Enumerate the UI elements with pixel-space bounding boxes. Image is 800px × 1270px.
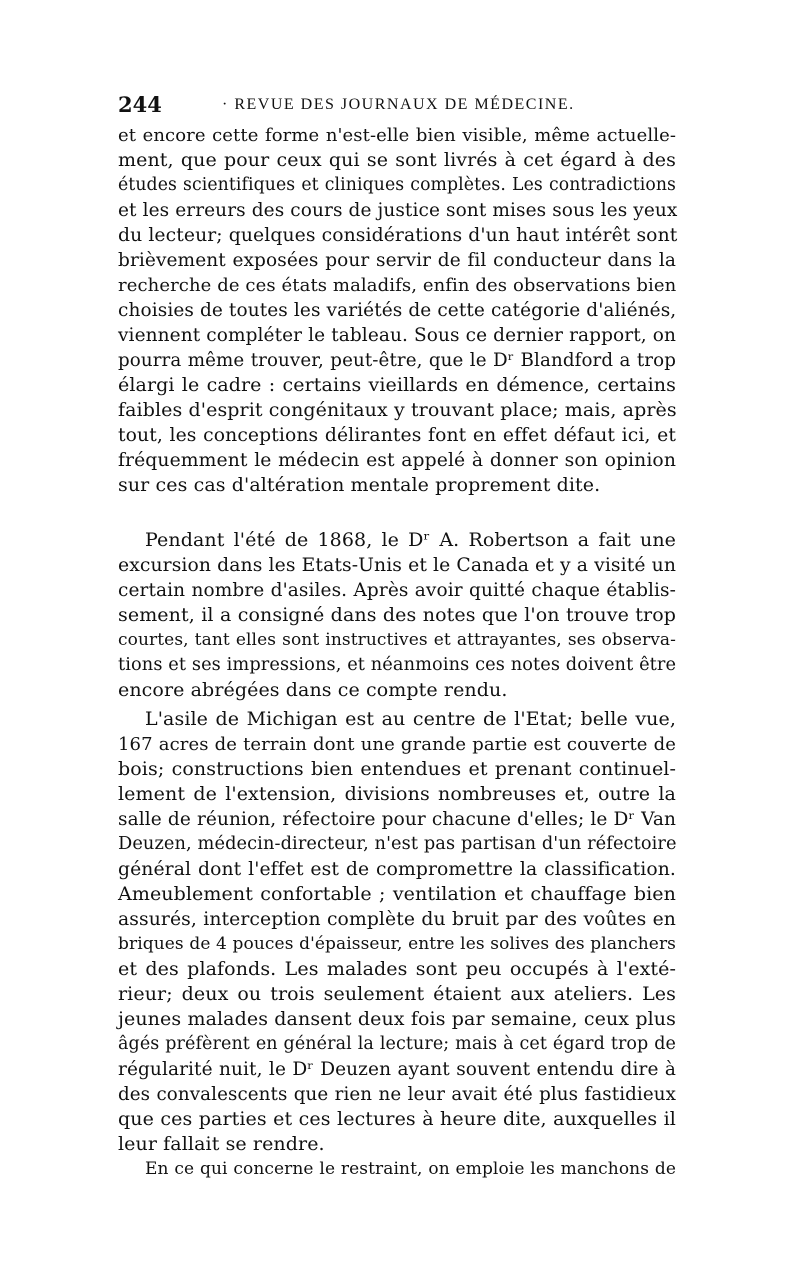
text-line: et les erreurs des cours de justice sont mises sous les yeux	[118, 200, 678, 221]
text-line: régularité nuit, le Dʳ Deuzen ayant souvent entendu dire à	[118, 1059, 676, 1080]
text-line: tions et ses impressions, et néanmoins ces notes doivent être	[118, 655, 677, 675]
paragraph-2	[118, 528, 676, 703]
text-line: salle de réunion, réfectoire pour chacune d'elles; le Dʳ Van	[118, 809, 676, 830]
page-header	[118, 92, 678, 118]
text-line: fréquemment le médecin est appelé à donner son opinion	[118, 450, 676, 471]
text-line: et encore cette forme n'est-elle bien visible, même actuelle-	[118, 125, 676, 146]
text-line: du lecteur; quelques considérations d'un haut intérêt sont	[118, 225, 678, 246]
text-line: excursion dans les Etats-Unis et le Canada et y a visité un	[118, 555, 676, 576]
text-line: sur ces cas d'altération mentale proprement dite.	[118, 474, 601, 496]
body-text	[118, 123, 676, 1182]
text-line: bois; constructions bien entendues et prenant continuel-	[118, 758, 676, 780]
text-line: tout, les conceptions délirantes font en effet défaut ici, et	[118, 425, 676, 446]
text-line: sement, il a consigné dans des notes que l'on trouve trop	[118, 604, 676, 626]
text-line: viennent compléter le tableau. Sous ce dernier rapport, on	[118, 325, 676, 346]
text-line: briques de 4 pouces d'épaisseur, entre les solives des planchers	[118, 934, 676, 954]
text-line: ment, que pour ceux qui se sont livrés à cet égard à des	[118, 149, 676, 171]
text-line: encore abrégées dans ce compte rendu.	[118, 679, 508, 701]
running-title: · REVUE DES JOURNAUX DE MÉDECINE.	[222, 96, 575, 113]
text-line: Pendant l'été de 1868, le Dʳ A. Robertson a fait une	[145, 529, 676, 551]
text-line: études scientifiques et cliniques complètes. Les contradictions	[118, 175, 676, 195]
text-line: courtes, tant elles sont instructives et attrayantes, ses observa-	[118, 630, 676, 650]
text-line: des convalescents que rien ne leur avait été plus fastidieux	[118, 1084, 676, 1105]
text-line: assurés, interception complète du bruit par des voûtes en	[118, 909, 676, 930]
paragraph-4	[118, 1157, 676, 1182]
text-line: Ameublement confortable ; ventilation et chauffage bien	[118, 883, 676, 905]
text-line: rieur; deux ou trois seulement étaient aux ateliers. Les	[118, 983, 676, 1005]
text-line: Deuzen, médecin-directeur, n'est pas partisan d'un réfectoire	[118, 834, 677, 854]
page-number: 244	[118, 92, 162, 117]
text-line: recherche de ces états maladifs, enfin des observations bien	[118, 275, 677, 296]
text-line: jeunes malades dansent deux fois par semaine, ceux plus	[118, 1008, 676, 1030]
text-line: et des plafonds. Les malades sont peu occupés à l'exté-	[118, 958, 676, 980]
text-line: choisies de toutes les variétés de cette catégorie d'aliénés,	[118, 300, 677, 321]
text-line: âgés préfèrent en général la lecture; mais à cet égard trop de	[118, 1034, 676, 1054]
text-line: leur fallait se rendre.	[118, 1133, 325, 1155]
text-line: 167 acres de terrain dont une grande partie est couverte de	[118, 734, 676, 755]
text-line: brièvement exposées pour servir de fil conducteur dans la	[118, 250, 676, 271]
paragraph-1	[118, 123, 676, 498]
text-line: faibles d'esprit congénitaux y trouvant place; mais, après	[118, 399, 677, 421]
text-line: général dont l'effet est de compromettre la classification.	[118, 859, 676, 880]
paragraph-3	[118, 707, 676, 1157]
text-line: L'asile de Michigan est au centre de l'Etat; belle vue,	[145, 708, 676, 730]
text-line: pourra même trouver, peut-être, que le Dʳ Blandford a trop	[118, 350, 676, 371]
text-line: lement de l'extension, divisions nombreuses et, outre la	[118, 783, 676, 805]
text-line: que ces parties et ces lectures à heure dite, auxquelles il	[118, 1108, 676, 1130]
text-line: certain nombre d'asiles. Après avoir quitté chaque établis-	[118, 580, 676, 601]
text-line: élargi le cadre : certains vieillards en démence, certains	[118, 374, 676, 396]
text-line: En ce qui concerne le restraint, on emploie les manchons de	[145, 1159, 676, 1179]
